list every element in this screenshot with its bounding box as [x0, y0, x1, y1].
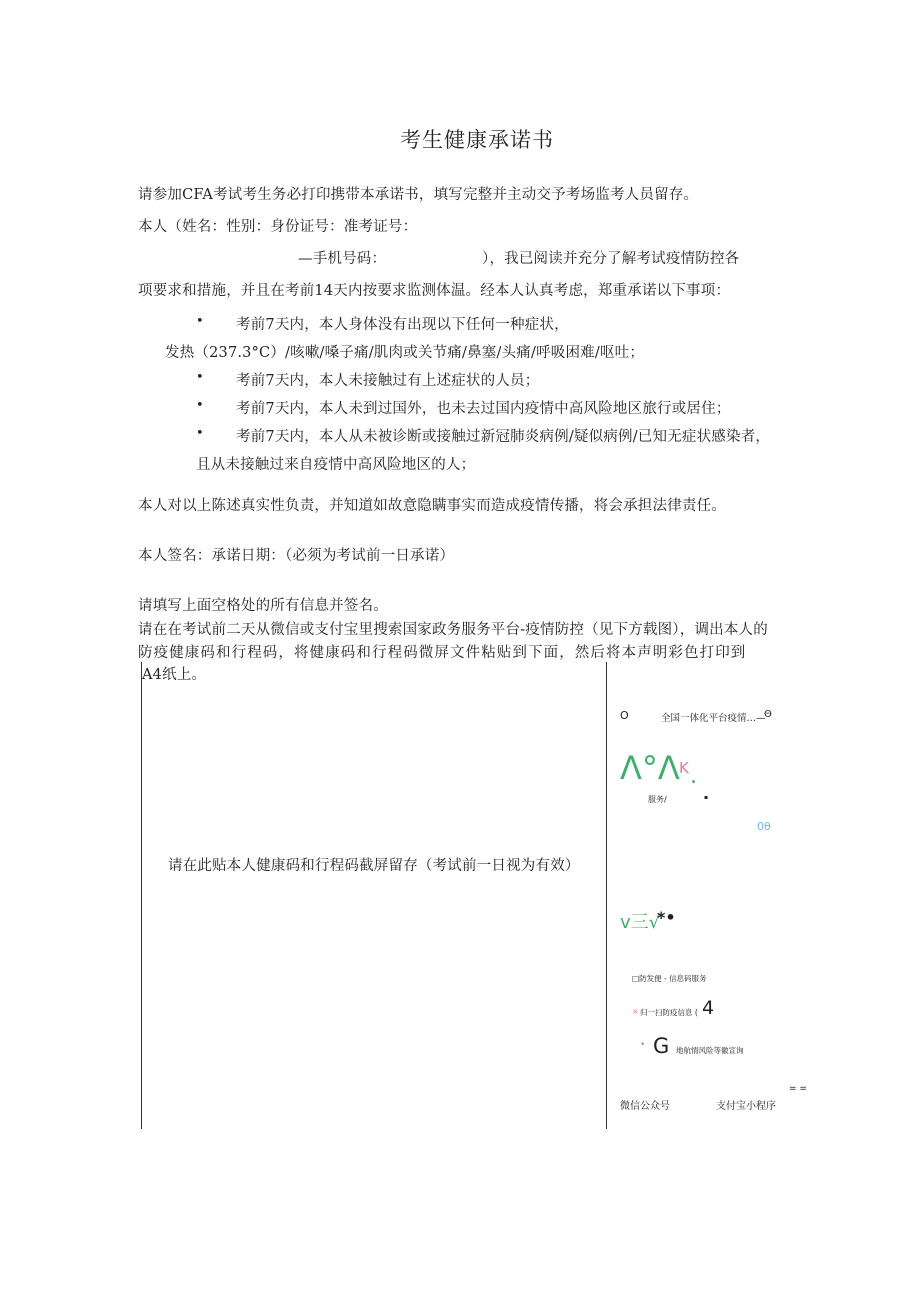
intro-text: 请参加CFA考试考生务必打印携带本承诺书，填写完整并主动交予考场监考人员留存。	[138, 187, 699, 203]
bullet-2: •	[196, 370, 204, 385]
logo-dot: .	[690, 764, 697, 789]
service-dot: ▪	[704, 794, 709, 801]
paste-box-label: 请在此贴本人健康码和行程码截屏留存（考试前一日视为有效）	[168, 858, 580, 874]
close-circle-icon: Θ	[764, 709, 772, 720]
responsibility-text: 本人对以上陈述真实性负责，并知道如故意隐瞒事实而造成疫情传播，将会承担法律责任。	[138, 498, 726, 514]
phone-line-rest: ），我已阅读并充分了解考试疫情防控各	[482, 251, 740, 267]
pink-dot-icon: •	[640, 1040, 646, 1050]
bullet-1: •	[196, 314, 204, 329]
instruction-line-3: A4纸上。	[142, 667, 207, 683]
menu-item-g-icon: G	[653, 1034, 670, 1058]
green-symbols: v三√	[620, 912, 661, 933]
service-text: 服务/	[648, 795, 667, 804]
footer-alipay: 支付宝小程序	[716, 1101, 776, 1112]
menu-item-scan-number: 4	[702, 997, 715, 1019]
signature-line: 本人签名：承诺日期：（必须为考试前一日承诺）	[138, 548, 455, 564]
menu-item-info-code: □防发便 - 信息码服务	[632, 974, 707, 983]
commitment-4-cont: 且从未接触过来自疫情中高风险地区的人；	[196, 457, 476, 473]
instruction-line-2: 防疫健康码和行程码，将健康码和行程码微屏文件粘贴到下面，然后将本声明彩色打印到	[138, 645, 747, 661]
footer-wechat: 微信公众号	[620, 1101, 670, 1112]
commitment-1: 考前7天内，本人身体没有出现以下任何一种症状，	[236, 317, 569, 333]
close-icon: ×	[632, 1007, 639, 1016]
bullet-4: •	[196, 426, 204, 441]
service-logo: Λ°Λ	[620, 749, 680, 787]
footer-equals: = =	[789, 1084, 807, 1094]
identity-line: 本人（姓名：性别：身份证号：准考证号：	[138, 219, 418, 235]
logo-k: K	[679, 759, 689, 777]
table-divider	[606, 662, 607, 1129]
commitment-2: 考前7天内，本人未接触过有上述症状的人员；	[236, 373, 540, 389]
menu-item-scan: 归一扫防疫信息 (	[640, 1008, 698, 1017]
commitment-3: 考前7天内，本人未到过国外，也未去过国内疫情中高风险地区旅行或居住；	[236, 401, 731, 417]
fill-note: 请填写上面空格处的所有信息并签名。	[138, 598, 388, 614]
page-title: 考生健康承诺书	[400, 128, 554, 152]
panel-header: 全国一体化平台疫情…—	[661, 713, 766, 724]
commitment-4: 考前7天内，本人从未被诊断或接触过新冠肺炎病例/疑似病例/已知无症状感染者，	[236, 429, 771, 445]
blue-mark-icon: 0θ	[757, 820, 771, 833]
star-mark: *•	[657, 908, 676, 927]
menu-item-risk-query: 地航情风险等徽宣询	[676, 1046, 744, 1055]
commitment-1-detail: 发热（237.3°C）/咳嗽/嗓子痛/肌肉或关节痛/鼻塞/头痛/呼吸困难/呕吐；	[165, 345, 645, 361]
table-left-border	[141, 662, 142, 1129]
phone-line: —手机号码：	[298, 251, 387, 267]
measures-line: 项要求和措施，并且在考前14天内按要求监测体温。经本人认真考虑，郑重承诺以下事项：	[138, 283, 731, 299]
bullet-3: •	[196, 398, 204, 413]
instruction-line-1: 请在在考试前二天从微信或支付宝里搜索国家政务服务平台-疫情防控（见下方载图），调出本人的	[138, 622, 768, 638]
circle-icon: O	[620, 709, 629, 722]
